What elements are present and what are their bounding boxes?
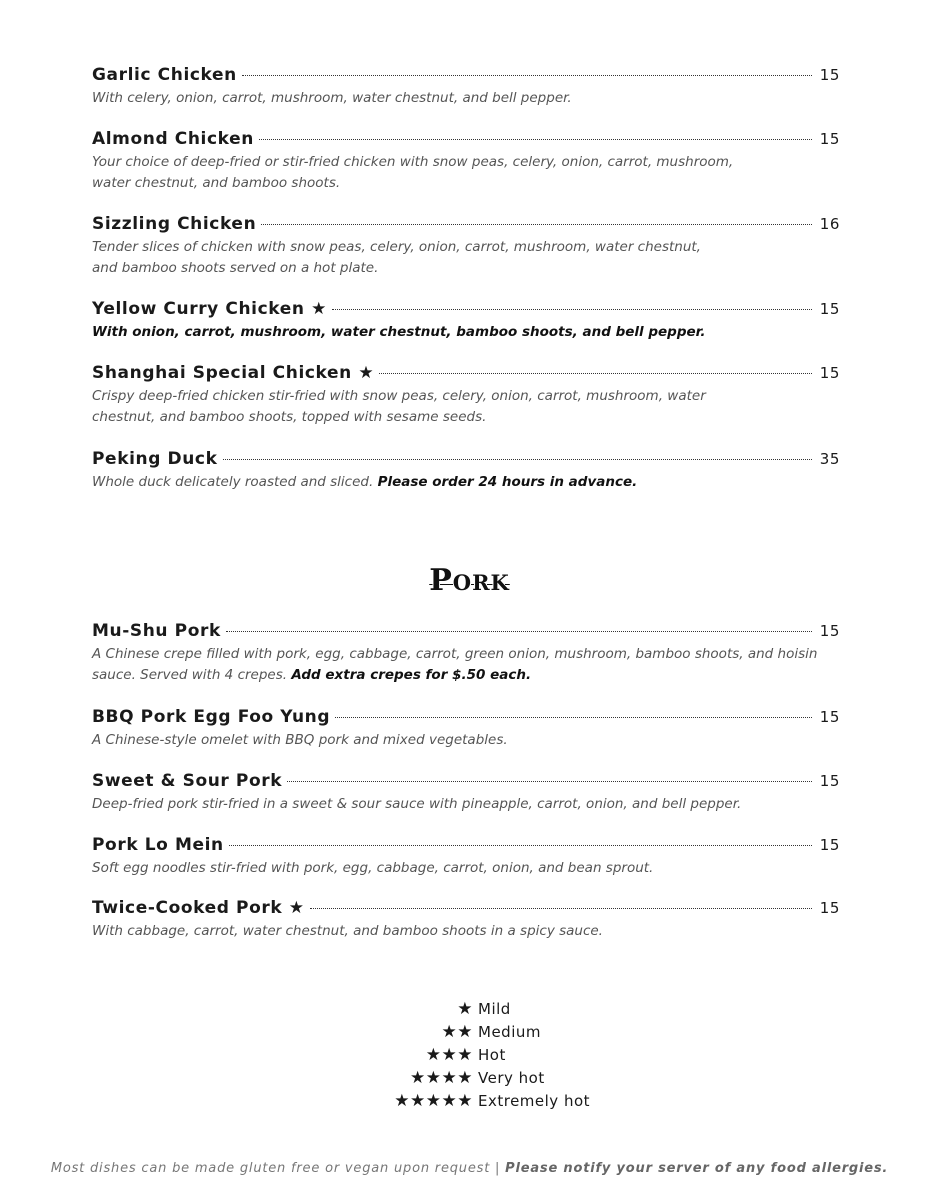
item-name: Mu-Shu Pork xyxy=(92,621,221,641)
item-description-text: Whole duck delicately roasted and sliced. xyxy=(92,474,374,490)
item-price: 15 xyxy=(819,130,840,148)
menu-item-pork-lo-mein xyxy=(92,835,840,898)
item-name: Sweet & Sour Pork xyxy=(92,771,283,791)
item-price: 15 xyxy=(819,300,840,318)
star-icon: ★★ xyxy=(441,1022,473,1042)
dot-leader xyxy=(310,907,812,909)
item-name: Peking Duck xyxy=(92,449,218,469)
item-price: 15 xyxy=(819,66,840,84)
dot-leader xyxy=(332,308,812,310)
spice-level-legend xyxy=(0,998,939,1113)
item-name: Twice-Cooked Pork ★ xyxy=(92,898,305,918)
menu-item-almond-chicken xyxy=(92,129,840,214)
dot-leader xyxy=(242,74,812,76)
dot-leader xyxy=(335,716,812,718)
item-name: Shanghai Special Chicken ★ xyxy=(92,363,375,383)
item-price: 15 xyxy=(819,899,840,917)
item-price: 15 xyxy=(819,364,840,382)
footer-dietary-note: Most dishes can be made gluten free or vegan upon request | xyxy=(50,1161,506,1176)
item-description: A Chinese-style omelet with BBQ pork and mixed vegetables. xyxy=(92,732,508,748)
item-name: BBQ Pork Egg Foo Yung xyxy=(92,707,331,727)
menu-item-yellow-curry-chicken xyxy=(92,299,840,363)
legend-label: Hot xyxy=(478,1046,506,1064)
item-description: Crispy deep-fried chicken stir-fried with snow peas, celery, onion, carrot, mushroom, water chestnut, and bamboo shoots, topped with sesame seeds. xyxy=(92,388,706,425)
legend-label: Extremely hot xyxy=(478,1092,591,1110)
menu-item-mu-shu-pork xyxy=(92,621,840,707)
item-name: Pork Lo Mein xyxy=(92,835,224,855)
footer-note xyxy=(0,1161,939,1176)
item-name: Garlic Chicken xyxy=(92,65,237,85)
item-description: With celery, onion, carrot, mushroom, water chestnut, and bell pepper. xyxy=(92,90,572,106)
dot-leader xyxy=(223,458,812,460)
item-price: 35 xyxy=(819,450,840,468)
menu-item-garlic-chicken xyxy=(92,65,840,129)
item-description: Tender slices of chicken with snow peas, celery, onion, carrot, mushroom, water chestnut, and bamboo shoots served on a hot plate. xyxy=(92,239,701,276)
legend-label: Medium xyxy=(478,1023,541,1041)
legend-label: Very hot xyxy=(478,1069,545,1087)
legend-row-medium xyxy=(0,1021,939,1044)
star-icon: ★★★★★ xyxy=(394,1091,473,1111)
item-price: 15 xyxy=(819,836,840,854)
legend-row-hot xyxy=(0,1044,939,1067)
dot-leader xyxy=(261,223,812,225)
section-title-text: Pork xyxy=(429,563,510,598)
star-icon: ★★★ xyxy=(425,1045,473,1065)
menu-item-shanghai-special-chicken xyxy=(92,363,840,449)
item-name: Yellow Curry Chicken ★ xyxy=(92,299,327,319)
dot-leader xyxy=(226,630,812,632)
chicken-menu-list xyxy=(92,65,840,513)
menu-item-twice-cooked-pork xyxy=(92,898,840,962)
legend-row-very-hot xyxy=(0,1067,939,1090)
star-icon: ★ xyxy=(457,999,473,1019)
dot-leader xyxy=(379,372,812,374)
item-description: Deep-fried pork stir-fried in a sweet & sour sauce with pineapple, carrot, onion, and bell pepper. xyxy=(92,796,742,812)
legend-label: Mild xyxy=(478,1000,511,1018)
item-price: 15 xyxy=(819,708,840,726)
menu-item-bbq-pork-egg-foo-yung xyxy=(92,707,840,771)
item-description: With cabbage, carrot, water chestnut, and bamboo shoots in a spicy sauce. xyxy=(92,923,603,939)
section-title-pork xyxy=(0,563,939,598)
item-price: 15 xyxy=(819,622,840,640)
legend-row-extremely-hot xyxy=(0,1090,939,1113)
footer-allergy-note: Please notify your server of any food allergies. xyxy=(505,1161,889,1176)
dot-leader xyxy=(229,844,812,846)
item-description: Soft egg noodles stir-fried with pork, egg, cabbage, carrot, onion, and bean sprout. xyxy=(92,860,654,876)
dot-leader xyxy=(259,138,812,140)
item-name: Sizzling Chicken xyxy=(92,214,257,234)
item-price: 15 xyxy=(819,772,840,790)
menu-item-sweet-sour-pork xyxy=(92,771,840,835)
star-icon: ★★★★ xyxy=(410,1068,473,1088)
legend-row-mild xyxy=(0,998,939,1021)
item-price: 16 xyxy=(819,215,840,233)
item-note: Add extra crepes for $.50 each. xyxy=(291,667,532,683)
item-description xyxy=(92,644,832,686)
dot-leader xyxy=(287,780,812,782)
item-name: Almond Chicken xyxy=(92,129,254,149)
item-description: Your choice of deep-fried or stir-fried chicken with snow peas, celery, onion, carrot, mushroom, water chestnut, and bamboo shoots. xyxy=(92,154,734,191)
item-note: Please order 24 hours in advance. xyxy=(377,474,638,490)
menu-item-peking-duck xyxy=(92,449,840,513)
menu-item-sizzling-chicken xyxy=(92,214,840,299)
pork-menu-list xyxy=(92,621,840,962)
item-description: With onion, carrot, mushroom, water chestnut, bamboo shoots, and bell pepper. xyxy=(92,324,706,340)
item-description xyxy=(92,472,840,493)
item-description-text: A Chinese crepe filled with pork, egg, cabbage, carrot, green onion, mushroom, bamboo shoots, and hoisin sauce. Served with 4 crepes. xyxy=(92,646,818,683)
